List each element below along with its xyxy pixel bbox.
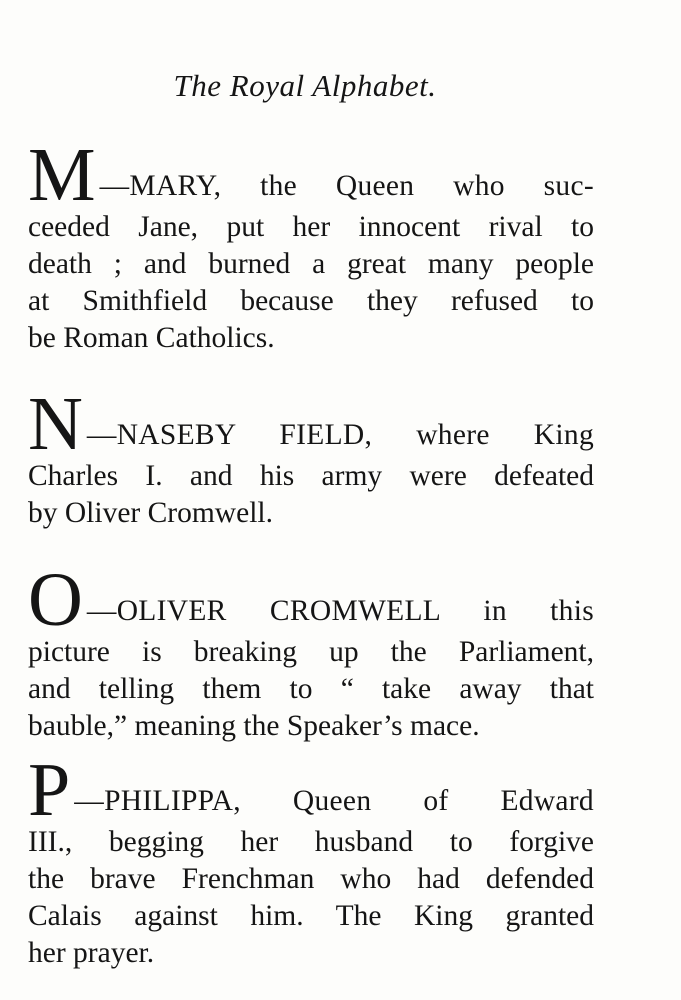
entry-p [28,750,594,972]
entry-line: by Oliver Cromwell. [28,497,273,529]
entry-line: her prayer. [28,937,155,969]
entry-n [28,384,594,532]
entry-first-line [28,133,594,217]
entry-line: picture is breaking up the Parliament, [28,636,594,668]
entry-lead-text: —PHILIPPA, Queen of Edward [74,785,594,817]
entry-line: bauble,” meaning the Speaker’s mace. [28,710,480,742]
entry-line: ceeded Jane, put her innocent rival to [28,211,594,243]
entry-line: and telling them to “ take away that [28,673,594,705]
running-title: The Royal Alphabet. [173,68,437,103]
drop-cap-letter: P [28,748,69,832]
entry-line: III., begging her husband to forgive [28,826,594,858]
entry-line: death ; and burned a great many people [28,248,594,280]
entry-line: the brave Frenchman who had defended [28,863,594,895]
entry-lead-text: —NASEBY FIELD, where King [86,419,594,451]
entry-o [28,560,594,745]
entry-line: Calais against him. The King granted [28,900,594,932]
entry-lead-text: —OLIVER CROMWELL in this [86,595,594,627]
entry-m [28,135,594,357]
entry-line: at Smithfield because they refused to [28,285,594,317]
drop-cap-letter: M [28,133,94,217]
entry-first-line [28,382,594,466]
entry-first-line [28,748,594,832]
entry-line: Charles I. and his army were defeated [28,460,594,492]
entry-line: be Roman Catholics. [28,322,275,354]
drop-cap-letter: N [28,382,81,466]
entry-first-line [28,558,594,642]
entry-lead-text: —MARY, the Queen who suc- [99,170,594,202]
drop-cap-letter: O [28,558,81,642]
